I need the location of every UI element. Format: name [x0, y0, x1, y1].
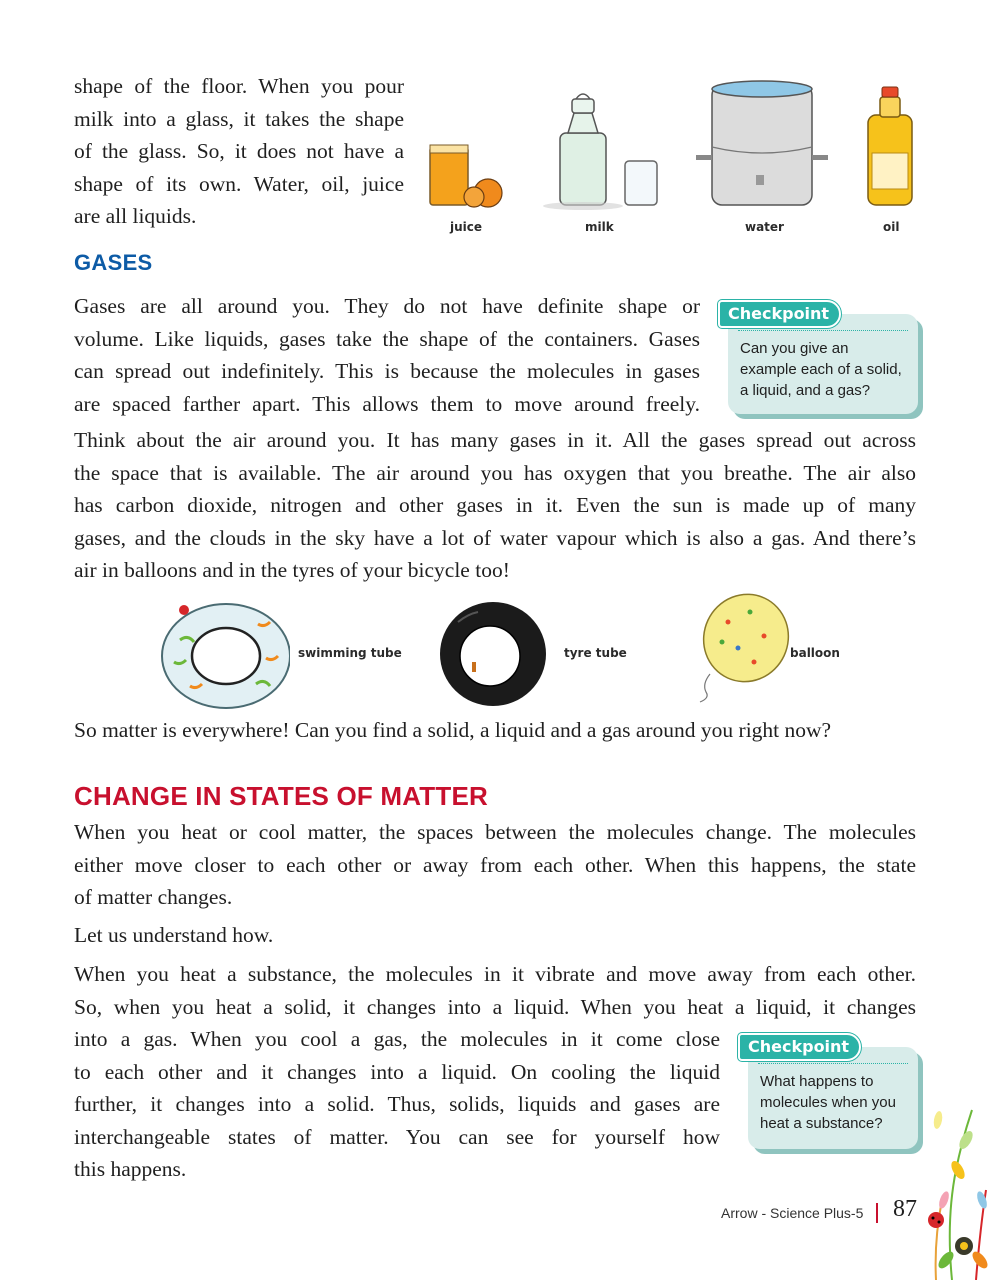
- change-paragraph-3-narrow: [74, 1023, 720, 1186]
- text-line: has carbon dioxide, nitrogen and other gases in it. Even the sun is made up of many: [74, 493, 916, 517]
- text-line: can spread out indefinitely. This is because the molecules in gases: [74, 359, 700, 383]
- water-caption: water: [745, 220, 784, 234]
- text-line: shape of its own. Water, oil, juice: [74, 171, 404, 196]
- swimming-tube-caption: swimming tube: [298, 646, 402, 660]
- text-line: When you heat a substance, the molecules in it vibrate and move away from each other.: [74, 962, 916, 986]
- text-line: shape of the floor. When you pour: [74, 74, 404, 98]
- juice-glass-image: [430, 145, 502, 207]
- balloon-image: [688, 592, 792, 704]
- floral-decoration: [916, 1100, 989, 1280]
- book-title-footer: Arrow - Science Plus-5: [721, 1205, 864, 1221]
- checkpoint-box-2: [738, 1033, 920, 1153]
- balloon-caption: balloon: [790, 646, 840, 660]
- text-line: air in balloons and in the tyres of your bicycle too!: [74, 558, 510, 582]
- dotted-divider: [738, 330, 908, 331]
- text-line: molecules when you: [760, 1094, 896, 1111]
- intro-paragraph: [74, 70, 404, 233]
- checkpoint-tag: Checkpoint: [738, 1033, 861, 1061]
- milk-caption: milk: [585, 220, 614, 234]
- change-states-heading: CHANGE IN STATES OF MATTER: [74, 781, 488, 811]
- gases-paragraph-1: [74, 290, 700, 420]
- page-number: 87: [893, 1196, 917, 1222]
- text-line: Can you give an: [740, 340, 849, 357]
- text-line: are spaced farther apart. This allows them to move around freely.: [74, 391, 700, 416]
- tyre-tube-image: [438, 600, 548, 708]
- checkpoint-question: [748, 1047, 918, 1149]
- text-line: heat a substance?: [760, 1115, 883, 1132]
- text-line: to each other and it changes into a liquid. On cooling the liquid: [74, 1059, 720, 1084]
- change-paragraph-1: [74, 816, 916, 914]
- swimming-tube-image: [160, 600, 290, 710]
- text-line: Gases are all around you. They do not have definite shape or: [74, 294, 700, 318]
- text-line: either move closer to each other or away from each other. When this happens, the state: [74, 852, 916, 877]
- checkpoint-box-1: [718, 300, 918, 418]
- tyre-tube-caption: tyre tube: [564, 646, 627, 660]
- text-line: milk into a glass, it takes the shape: [74, 106, 404, 131]
- text-line: example each of a solid,: [740, 361, 902, 378]
- text-line: of the glass. So, it does not have a: [74, 139, 404, 163]
- footer-divider: [876, 1203, 878, 1223]
- change-paragraph-3-full: [74, 958, 916, 1023]
- oil-caption: oil: [883, 220, 900, 234]
- juice-caption: juice: [450, 220, 483, 234]
- text-line: volume. Like liquids, gases take the shape of the containers. Gases: [74, 326, 700, 351]
- text-line: a liquid, and a gas?: [740, 382, 871, 399]
- text-line: Think about the air around you. It has many gases in it. All the gases spread out across: [74, 428, 916, 452]
- dotted-divider: [758, 1063, 908, 1064]
- gases-heading: GASES: [74, 250, 153, 275]
- text-line: What happens to: [760, 1073, 874, 1090]
- liquids-illustration: [420, 75, 920, 220]
- text-line: are all liquids.: [74, 204, 197, 228]
- text-line: further, it changes into a solid. Thus, solids, liquids and gases are: [74, 1092, 720, 1116]
- checkpoint-question: [728, 314, 918, 414]
- text-line: When you heat or cool matter, the spaces between the molecules change. The molecules: [74, 820, 916, 844]
- gases-paragraph-2: [74, 424, 916, 587]
- change-paragraph-2: Let us understand how.: [74, 923, 274, 947]
- milk-can-image: [543, 94, 657, 210]
- text-line: interchangeable states of matter. You can see for yourself how: [74, 1124, 720, 1149]
- text-line: this happens.: [74, 1157, 187, 1181]
- text-line: the space that is available. The air around you has oxygen that you breathe. The air also: [74, 460, 916, 485]
- text-line: of matter changes.: [74, 885, 233, 909]
- summary-sentence: So matter is everywhere! Can you find a solid, a liquid and a gas around you right now?: [74, 718, 832, 742]
- oil-bottle-image: [868, 87, 912, 205]
- text-line: gases, and the clouds in the sky have a lot of water vapour which is also a gas. And there’s: [74, 525, 916, 550]
- text-line: So, when you heat a solid, it changes into a liquid. When you heat a liquid, it changes: [74, 994, 916, 1019]
- text-line: into a gas. When you cool a gas, the molecules in it come close: [74, 1027, 720, 1051]
- water-container-image: [696, 81, 828, 205]
- checkpoint-tag: Checkpoint: [718, 300, 841, 328]
